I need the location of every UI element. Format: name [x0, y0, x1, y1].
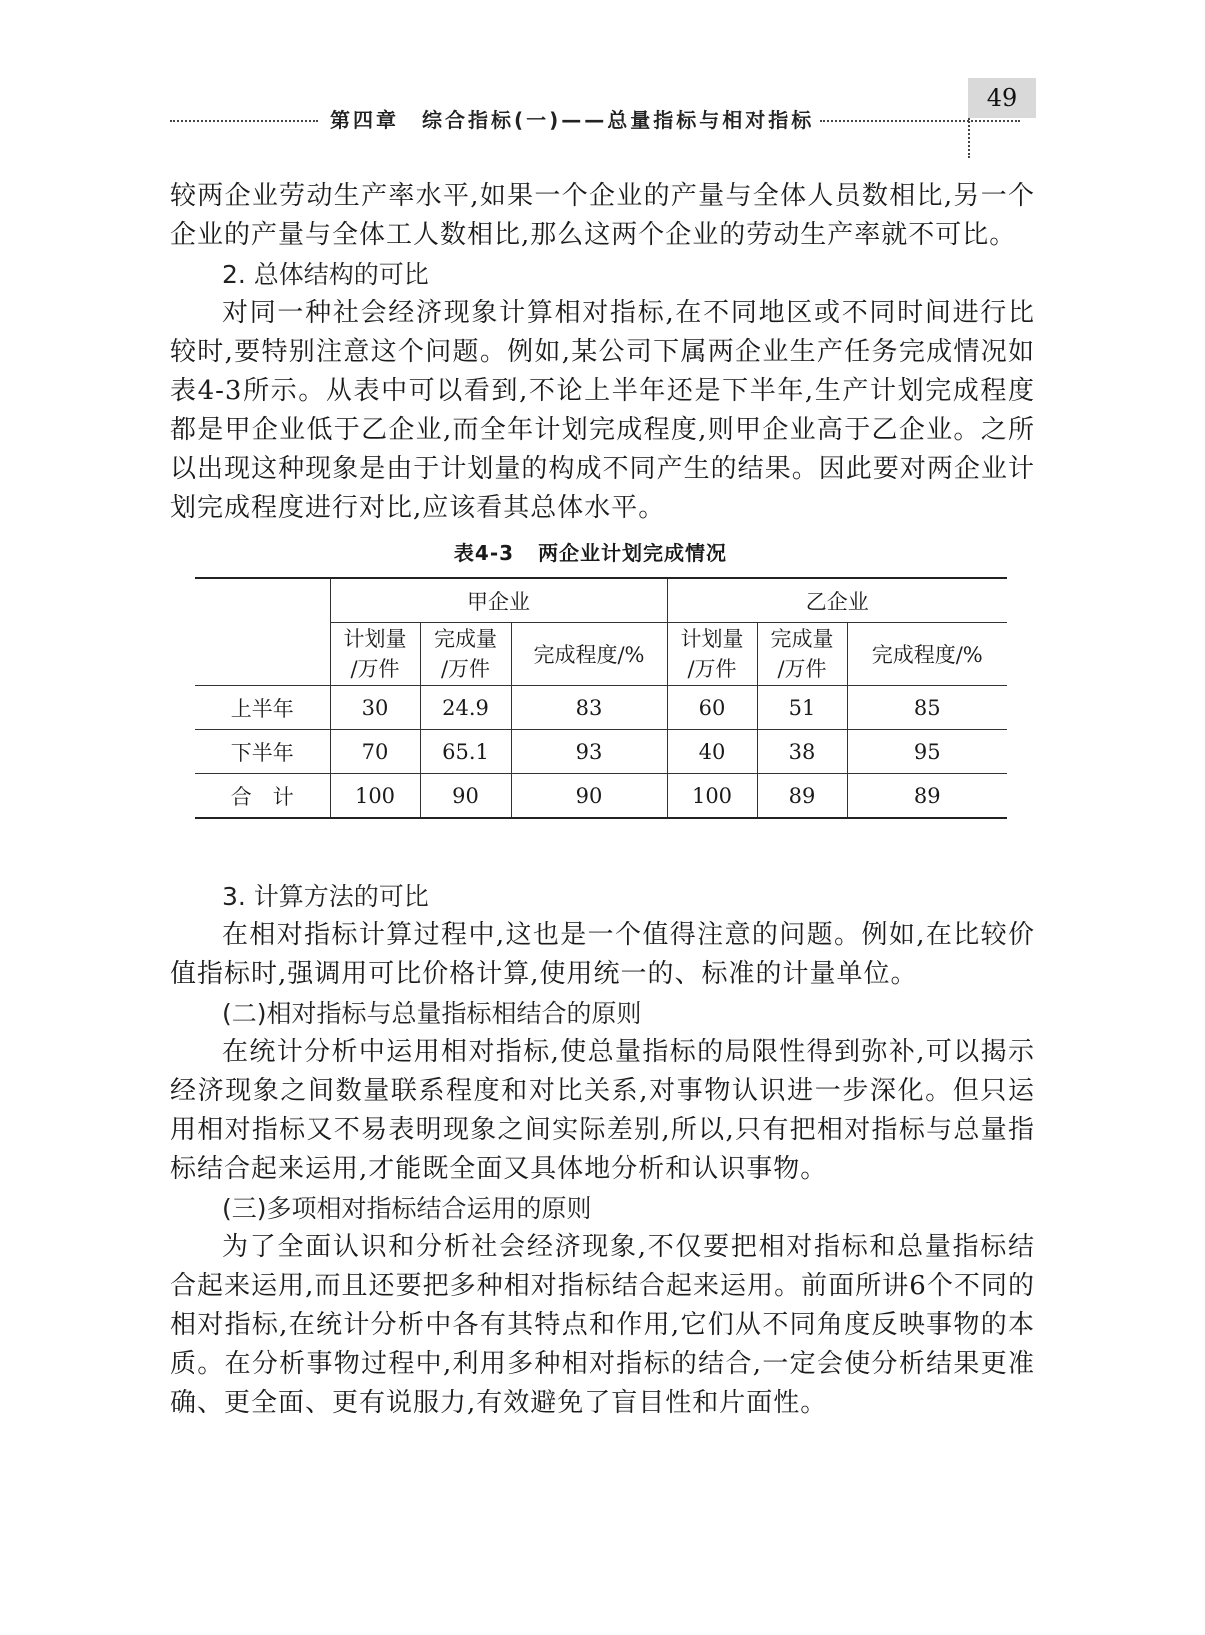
col-header-b-rate: 完成程度/% — [847, 623, 1007, 686]
cell-a-done: 90 — [420, 774, 511, 819]
paragraph-1: 较两企业劳动生产率水平,如果一个企业的产量与全体人员数相比,另一个企业的产量与全体工人数相比,那么这两个企业的劳动生产率就不可比。 — [170, 181, 1035, 250]
page-number: 49 — [968, 78, 1036, 118]
table-caption-number: 表4-3 — [453, 541, 515, 565]
cell-b-done: 38 — [757, 730, 847, 774]
section-heading-3: 3. 计算方法的可比 — [222, 882, 429, 911]
paragraph-4: 在统计分析中运用相对指标,使总量指标的局限性得到弥补,可以揭示经济现象之间数量联系程度和对比关系,对事物认识进一步深化。但只运用相对指标又不易表明现象之间实际差别,所以,只有把相对指标与总量指标结合起来运用,才能既全面又具体地分析和认识事物。 — [170, 1037, 1035, 1184]
cell-b-done: 89 — [757, 774, 847, 819]
col-header-a-plan: 计划量 /万件 — [330, 623, 420, 686]
section-heading-2: 2. 总体结构的可比 — [222, 260, 429, 289]
header-dotted-rule-right — [820, 120, 1020, 122]
running-header — [170, 104, 1040, 132]
cell-a-done: 65.1 — [420, 730, 511, 774]
row-label: 合 计 — [195, 774, 330, 819]
cell-b-plan: 40 — [667, 730, 757, 774]
plan-completion-table — [195, 577, 1007, 819]
cell-b-done: 51 — [757, 686, 847, 730]
cell-b-rate: 89 — [847, 774, 1007, 819]
cell-a-rate: 93 — [511, 730, 667, 774]
table-row — [195, 730, 1007, 774]
col-header-b-done: 完成量 /万件 — [757, 623, 847, 686]
table-row — [195, 686, 1007, 730]
page-body — [170, 177, 1035, 1423]
col-header-a-rate: 完成程度/% — [511, 623, 667, 686]
cell-a-plan: 30 — [330, 686, 420, 730]
group-header-a: 甲企业 — [330, 578, 667, 623]
paragraph-3: 在相对指标计算过程中,这也是一个值得注意的问题。例如,在比较价值指标时,强调用可比价格计算,使用统一的、标准的计量单位。 — [170, 920, 1035, 989]
cell-a-rate: 83 — [511, 686, 667, 730]
page-number-dotted-rule — [968, 118, 970, 158]
cell-b-plan: 100 — [667, 774, 757, 819]
row-label: 下半年 — [195, 730, 330, 774]
col-header-b-plan: 计划量 /万件 — [667, 623, 757, 686]
running-title: 第四章 综合指标(一)——总量指标与相对指标 — [330, 108, 815, 132]
table-header-row — [195, 578, 1007, 623]
cell-a-rate: 90 — [511, 774, 667, 819]
group-header-b: 乙企业 — [667, 578, 1007, 623]
paragraph-2: 对同一种社会经济现象计算相对指标,在不同地区或不同时间进行比较时,要特别注意这个问题。例如,某公司下属两企业生产任务完成情况如表4-3所示。从表中可以看到,不论上半年还是下半年,生产计划完成程度都是甲企业低于乙企业,而全年计划完成程度,则甲企业高于乙企业。之所以出现这种现象是由于计划量的构成不同产生的结果。因此要对两企业计划完成程度进行对比,应该看其总体水平。 — [170, 298, 1035, 523]
row-label: 上半年 — [195, 686, 330, 730]
section-heading-er: (二)相对指标与总量指标相结合的原则 — [222, 999, 642, 1028]
cell-a-plan: 70 — [330, 730, 420, 774]
table-caption-title: 两企业计划完成情况 — [538, 541, 728, 565]
col-header-a-done: 完成量 /万件 — [420, 623, 511, 686]
cell-a-done: 24.9 — [420, 686, 511, 730]
table-row — [195, 774, 1007, 819]
header-dotted-rule-left — [170, 120, 318, 122]
table-corner-cell — [195, 578, 330, 686]
cell-b-rate: 95 — [847, 730, 1007, 774]
cell-b-rate: 85 — [847, 686, 1007, 730]
table-caption — [170, 537, 1035, 566]
section-heading-san: (三)多项相对指标结合运用的原则 — [222, 1194, 592, 1223]
paragraph-5: 为了全面认识和分析社会经济现象,不仅要把相对指标和总量指标结合起来运用,而且还要把多种相对指标结合起来运用。前面所讲6个不同的相对指标,在统计分析中各有其特点和作用,它们从不同角度反映事物的本质。在分析事物过程中,利用多种相对指标的结合,一定会使分析结果更准确、更全面、更有说服力,有效避免了盲目性和片面性。 — [170, 1232, 1035, 1418]
cell-a-plan: 100 — [330, 774, 420, 819]
cell-b-plan: 60 — [667, 686, 757, 730]
